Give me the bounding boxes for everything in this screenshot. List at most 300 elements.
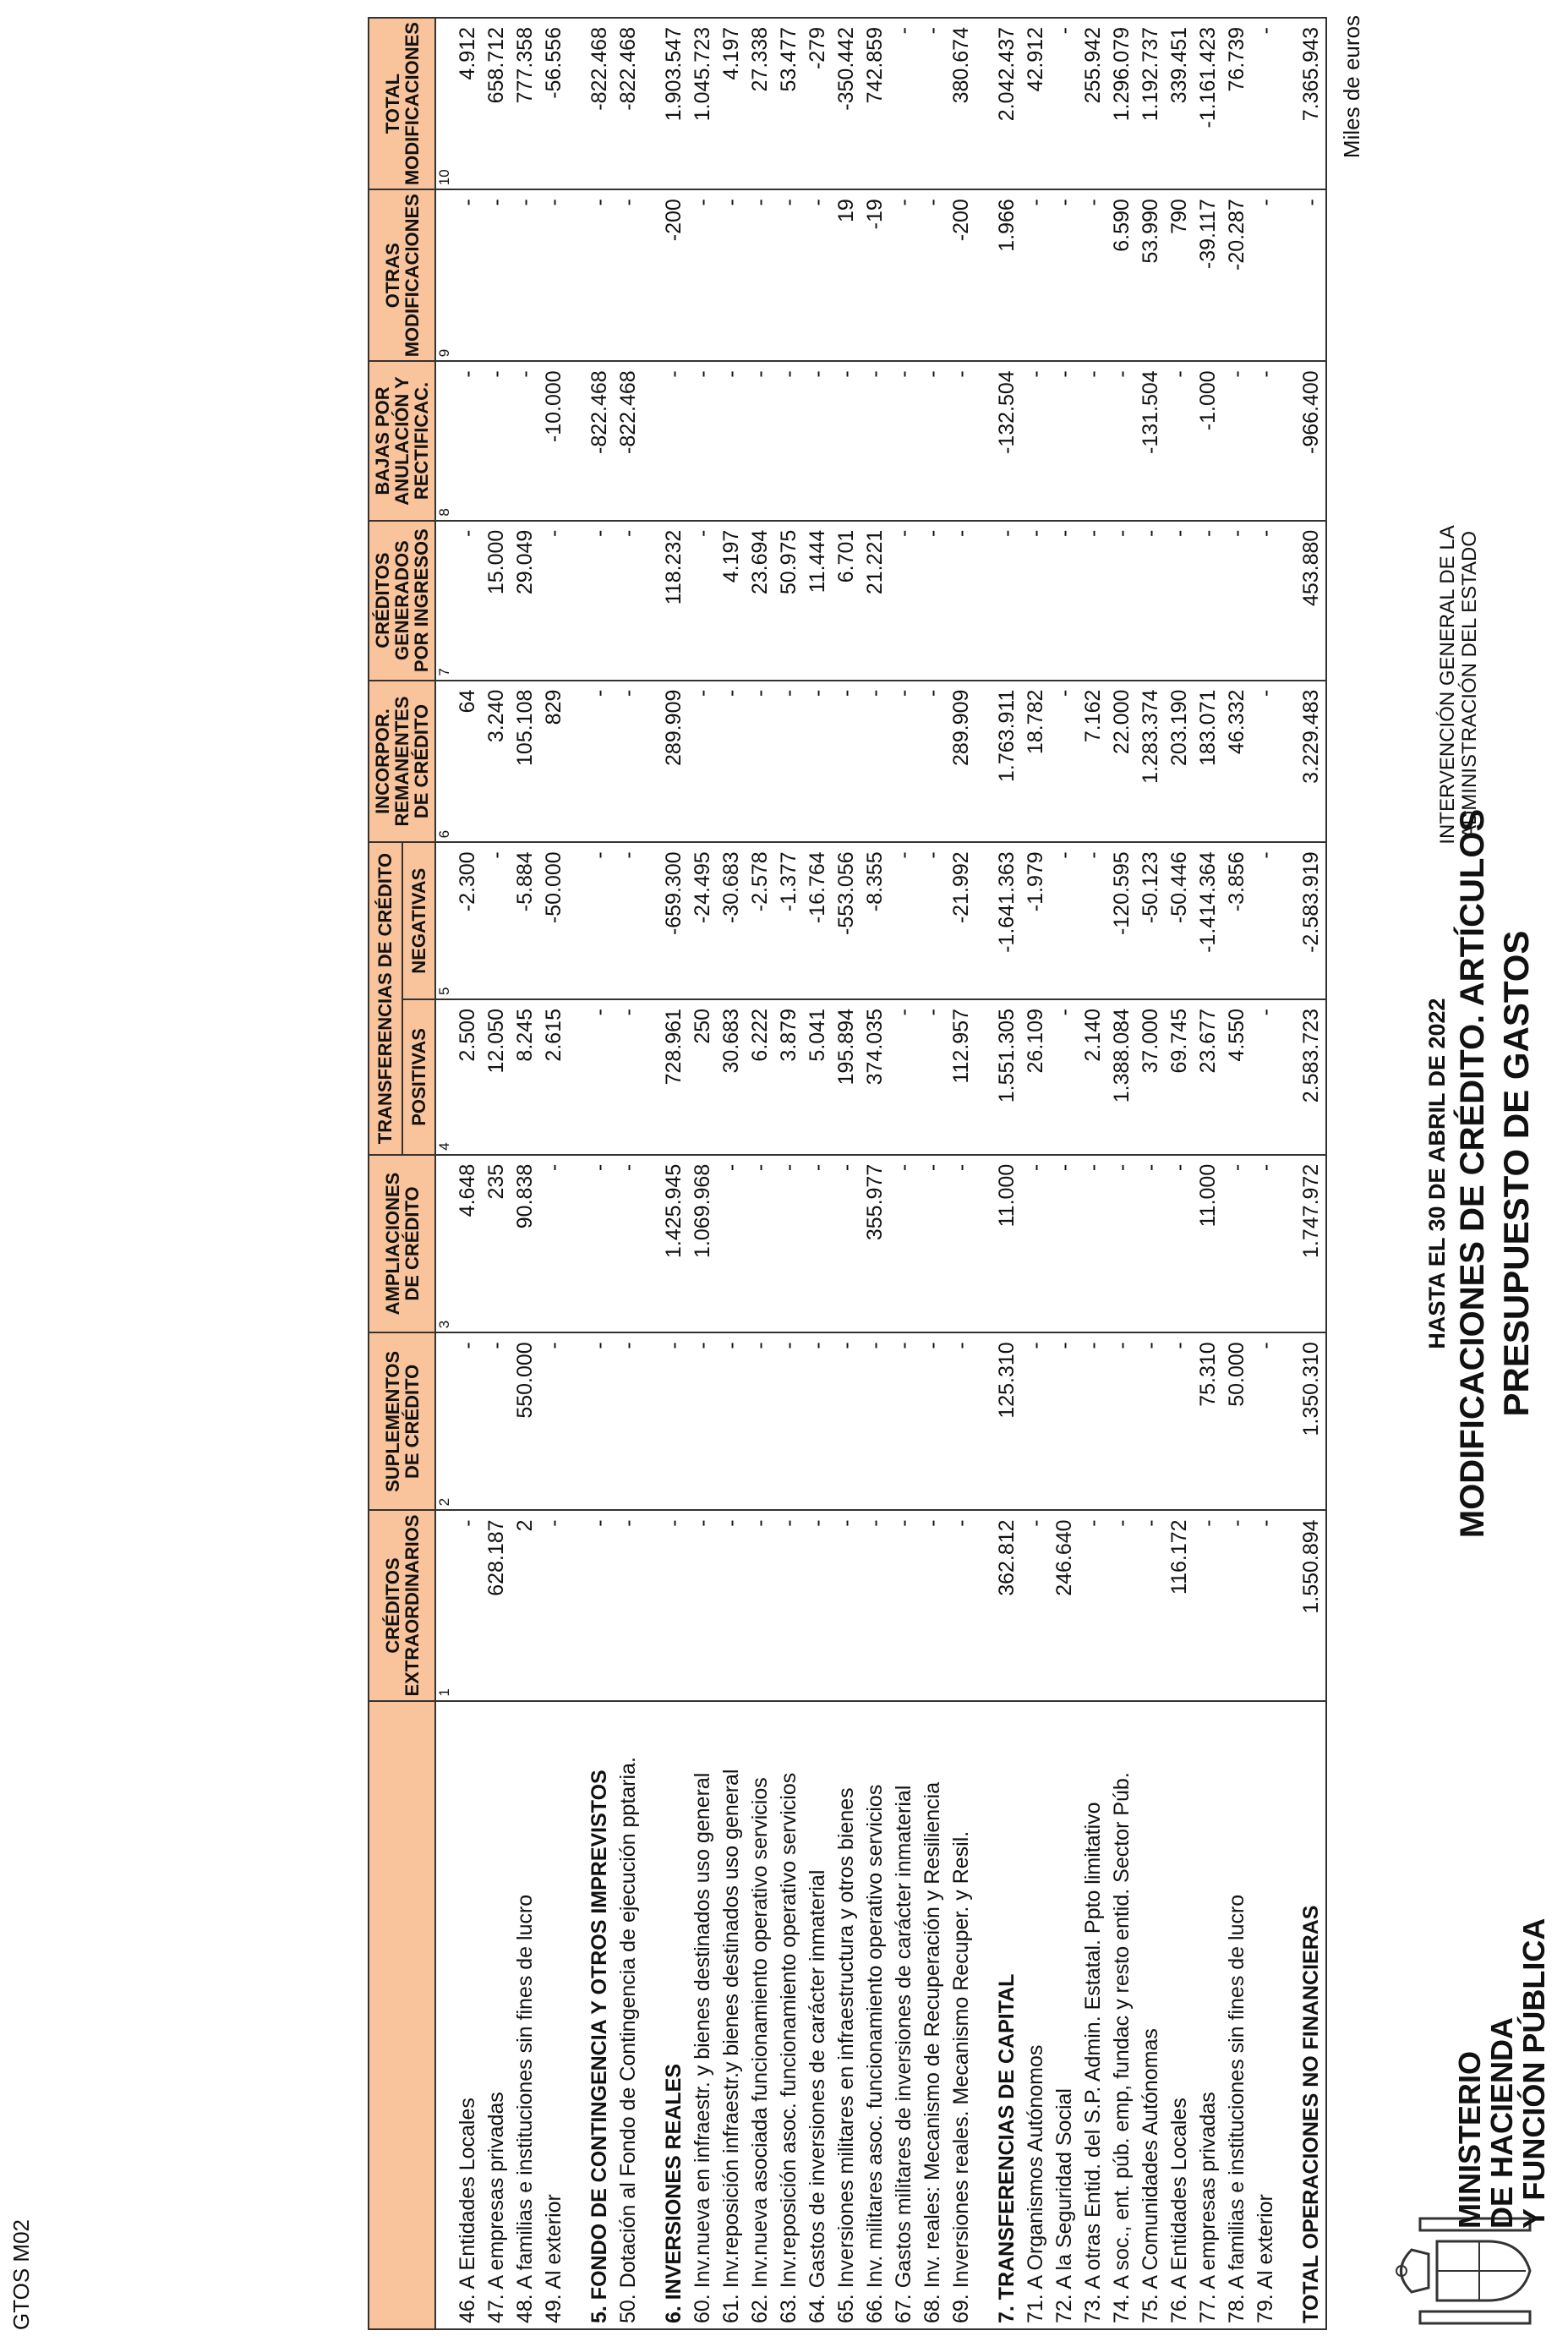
header-otras: OTRAS MODIFICACIONES [369,189,435,361]
value-cell: - [889,1332,918,1510]
value-cell: -822.468 [614,18,642,189]
spacer-cell [975,681,992,843]
spacer-cell [975,521,992,681]
value-cell: 29.049 [511,521,539,681]
column-index: 9 [435,189,453,361]
value-cell: - [1165,1155,1194,1333]
value-cell: - [585,681,614,843]
spacer-cell [642,1332,659,1510]
ministry-line-2: DE HACIENDA [1484,2016,1519,2229]
row-label: 50. Dotación al Fondo de Contingencia de ejecución pptaria. [614,1701,642,2329]
value-cell: -24.495 [688,842,717,999]
spacer-cell [1280,681,1297,843]
value-cell: - [717,1155,746,1333]
value-cell: - [1107,361,1136,520]
value-cell: - [1107,1332,1136,1510]
value-cell: -50.000 [539,842,568,999]
spacer-cell [975,1332,992,1510]
value-cell: - [614,842,642,999]
value-cell: 1.069.968 [688,1155,717,1333]
value-cell: 50.975 [774,521,803,681]
value-cell: - [1222,1155,1251,1333]
value-cell: - [614,1155,642,1333]
row-label: 64. Gastos de inversiones de carácter inmaterial [803,1701,832,2329]
value-cell: -1.979 [1021,842,1050,999]
row-label: 7. TRANSFERENCIAS DE CAPITAL [992,1701,1021,2329]
spacer-cell [642,521,659,681]
value-cell: - [1297,189,1326,361]
value-cell: 1.551.305 [992,999,1021,1155]
value-cell: 116.172 [1165,1510,1194,1700]
value-cell: - [453,521,482,681]
value-cell: 2.140 [1079,999,1107,1155]
value-cell: - [1136,521,1165,681]
value-cell: -350.442 [832,18,860,189]
spacer-cell [568,521,585,681]
value-cell: - [803,1332,832,1510]
value-cell: -279 [803,18,832,189]
value-cell: 362.812 [992,1510,1021,1700]
spacer-cell [1280,521,1297,681]
value-cell: - [1050,1332,1079,1510]
value-cell: 183.071 [1194,681,1222,843]
value-cell: 76.739 [1222,18,1251,189]
column-index: 6 [435,681,453,843]
table-row [1251,18,1280,2329]
row-label: 76. A Entidades Locales [1165,1701,1194,2329]
spacer-cell [1280,999,1297,1155]
value-cell: 777.358 [511,18,539,189]
row-label: 67. Gastos militares de inversiones de carácter inmaterial [889,1701,918,2329]
value-cell: - [1251,18,1280,189]
value-cell: - [746,361,774,520]
value-cell: 289.909 [947,681,975,843]
value-cell: - [992,521,1021,681]
value-cell: 1.283.374 [1136,681,1165,843]
header-suplementos: SUPLEMENTOS DE CRÉDITO [369,1332,435,1510]
value-cell: - [659,1510,688,1700]
row-label: 66. Inv. militares asoc. funcionamiento operativo servicios [860,1701,889,2329]
header-bajas: BAJAS POR ANULACIÓN Y RECTIFICAC. [369,361,435,520]
row-label: 72. A la Seguridad Social [1050,1701,1079,2329]
column-index: 10 [435,18,453,189]
value-cell: - [1251,189,1280,361]
row-label: 71. A Organismos Autónomos [1021,1701,1050,2329]
value-cell: - [947,1510,975,1700]
value-cell: 46.332 [1222,681,1251,843]
value-cell: - [860,681,889,843]
value-cell: - [918,681,947,843]
table-row [1107,18,1136,2329]
spacer-row [642,18,659,2329]
value-cell: - [1050,189,1079,361]
value-cell: 289.909 [659,681,688,843]
value-cell: - [1194,521,1222,681]
value-cell: - [539,189,568,361]
spacer-cell [568,18,585,189]
table-row [539,18,568,2329]
value-cell: - [614,681,642,843]
table-row [918,18,947,2329]
value-cell: 90.838 [511,1155,539,1333]
value-cell: - [1194,1510,1222,1700]
value-cell: - [585,1332,614,1510]
value-cell: 453.880 [1297,521,1326,681]
value-cell: 27.338 [746,18,774,189]
spacer-cell [568,842,585,999]
header-negativas: NEGATIVAS [402,842,436,999]
value-cell: - [746,1510,774,1700]
value-cell: 1.747.972 [1297,1155,1326,1333]
value-cell: - [1251,1155,1280,1333]
value-cell: 125.310 [992,1332,1021,1510]
value-cell: - [585,1155,614,1333]
value-cell: 75.310 [1194,1332,1222,1510]
value-cell: 355.977 [860,1155,889,1333]
value-cell: - [614,1510,642,1700]
column-index: 1 [435,1510,453,1700]
spacer-row [568,18,585,2329]
spacer-cell [568,1332,585,1510]
value-cell: -1.000 [1194,361,1222,520]
value-cell: 118.232 [659,521,688,681]
value-cell: - [1021,1510,1050,1700]
value-cell: 53.477 [774,18,803,189]
value-cell: - [1136,1510,1165,1700]
value-cell: 23.694 [746,521,774,681]
value-cell: -8.355 [860,842,889,999]
table-row [1165,18,1194,2329]
value-cell: - [688,361,717,520]
value-cell: -19 [860,189,889,361]
value-cell: -10.000 [539,361,568,520]
value-cell: - [585,189,614,361]
spacer-cell [642,1155,659,1333]
value-cell: 1.763.911 [992,681,1021,843]
value-cell: - [1079,189,1107,361]
value-cell: - [1079,361,1107,520]
value-cell: - [889,1510,918,1700]
value-cell: - [1222,1510,1251,1700]
value-cell: 4.912 [453,18,482,189]
table-row [889,18,918,2329]
value-cell: - [889,1155,918,1333]
value-cell: 8.245 [511,999,539,1155]
row-label: 6. INVERSIONES REALES [659,1701,688,2329]
row-label: 60. Inv.nueva en infraestr. y bienes destinados uso general [688,1701,717,2329]
value-cell: 550.000 [511,1332,539,1510]
value-cell: - [1021,1155,1050,1333]
value-cell: - [1107,1510,1136,1700]
spacer-cell [642,361,659,520]
value-cell: 255.942 [1079,18,1107,189]
spacer-cell [975,1155,992,1333]
value-cell: - [688,521,717,681]
value-cell: - [918,1510,947,1700]
value-cell: - [947,521,975,681]
value-cell: - [774,1155,803,1333]
value-cell: - [1165,361,1194,520]
value-cell: - [1251,681,1280,843]
value-cell: 105.108 [511,681,539,843]
row-label: 49. Al exterior [539,1701,568,2329]
value-cell: - [1021,1332,1050,1510]
value-cell: - [918,842,947,999]
value-cell: 2.500 [453,999,482,1155]
value-cell: -966.400 [1297,361,1326,520]
value-cell: -131.504 [1136,361,1165,520]
value-cell: 4.197 [717,18,746,189]
table-row [659,18,688,2329]
row-label: 68. Inv. reales: Mecanismo de Recuperación y Resiliencia [918,1701,947,2329]
value-cell: -39.117 [1194,189,1222,361]
index-blank [435,1701,453,2329]
value-cell: 50.000 [1222,1332,1251,1510]
value-cell: -21.992 [947,842,975,999]
value-cell: 380.674 [947,18,975,189]
table-row [482,18,511,2329]
value-cell: 18.782 [1021,681,1050,843]
value-cell: 1.350.310 [1297,1332,1326,1510]
value-cell: 829 [539,681,568,843]
spacer-cell [975,361,992,520]
footer-code: GTOS M02 [8,2218,34,2330]
value-cell: - [947,1332,975,1510]
value-cell: 15.000 [482,521,511,681]
table-row [803,18,832,2329]
page-subtitle: MODIFICACIONES DE CRÉDITO. ARTÍCULOS [1454,808,1491,1539]
value-cell: -56.556 [539,18,568,189]
value-cell: - [918,1332,947,1510]
value-cell: - [803,361,832,520]
value-cell: 23.677 [1194,999,1222,1155]
table-row [1297,18,1326,2329]
spacer-cell [568,1510,585,1700]
row-label: 61. Inv.reposición infraestr.y bienes destinados uso general [717,1701,746,2329]
value-cell: 11.000 [992,1155,1021,1333]
value-cell: 374.035 [860,999,889,1155]
value-cell: -3.856 [1222,842,1251,999]
value-cell: 7.365.943 [1297,18,1326,189]
value-cell: - [1079,1332,1107,1510]
value-cell: - [947,1155,975,1333]
value-cell: - [1050,681,1079,843]
row-label: 69. Inversiones reales. Mecanismo Recuper. y Resil. [947,1701,975,2329]
value-cell: -200 [947,189,975,361]
value-cell: - [918,999,947,1155]
table-row [585,18,614,2329]
value-cell: - [482,1332,511,1510]
value-cell: 19 [832,189,860,361]
spacer-cell [642,1510,659,1700]
value-cell: - [585,842,614,999]
value-cell: - [889,521,918,681]
value-cell: - [918,189,947,361]
value-cell: - [1165,1332,1194,1510]
value-cell: - [918,521,947,681]
value-cell: - [746,1155,774,1333]
value-cell: 4.197 [717,521,746,681]
value-cell: - [614,189,642,361]
value-cell: -2.300 [453,842,482,999]
value-cell: 21.221 [860,521,889,681]
spacer-cell [568,999,585,1155]
value-cell: 4.648 [453,1155,482,1333]
value-cell: - [746,681,774,843]
value-cell: - [947,361,975,520]
value-cell: - [1251,361,1280,520]
spacer-cell [1280,18,1297,189]
value-cell: - [688,189,717,361]
value-cell: - [1050,1155,1079,1333]
value-cell: - [774,361,803,520]
header-total: TOTAL MODIFICACIONES [369,18,435,189]
row-label: 63. Inv.reposición asoc. funcionamiento operativo servicios [774,1701,803,2329]
value-cell: 53.990 [1136,189,1165,361]
value-cell: - [1021,521,1050,681]
value-cell: - [539,521,568,681]
spacer-cell [1280,1155,1297,1333]
row-label: 73. A otras Entid. del S.P. Admin. Estatal. Ppto limitativo [1079,1701,1107,2329]
value-cell: - [774,189,803,361]
value-cell: 246.640 [1050,1510,1079,1700]
spacer-cell [642,681,659,843]
value-cell: 6.701 [832,521,860,681]
value-cell: - [453,1510,482,1700]
table-row [453,18,482,2329]
spacer-cell [1280,1332,1297,1510]
value-cell: - [453,189,482,361]
column-index: 4 [435,999,453,1155]
value-cell: - [746,189,774,361]
value-cell: - [1079,1155,1107,1333]
value-cell: - [453,361,482,520]
value-cell: - [803,1510,832,1700]
value-cell: -822.468 [585,361,614,520]
value-cell: 1.296.079 [1107,18,1136,189]
value-cell: 3.879 [774,999,803,1155]
table-row [688,18,717,2329]
value-cell: - [688,1510,717,1700]
value-cell: 235 [482,1155,511,1333]
value-cell: 26.109 [1021,999,1050,1155]
value-cell: - [539,1155,568,1333]
value-cell: -2.583.919 [1297,842,1326,999]
value-cell: - [659,1332,688,1510]
value-cell: - [1050,521,1079,681]
value-cell: - [860,1332,889,1510]
spacer-cell [975,1510,992,1700]
spacer-cell [1280,189,1297,361]
value-cell: 30.683 [717,999,746,1155]
value-cell: 2.583.723 [1297,999,1326,1155]
table-row [1222,18,1251,2329]
header-transferencias: TRANSFERENCIAS DE CRÉDITO [369,842,402,1154]
table-row [1194,18,1222,2329]
modifications-table [368,17,1327,2330]
value-cell: -1.161.423 [1194,18,1222,189]
spacer-cell [975,1701,992,2329]
value-cell: - [1251,999,1280,1155]
value-cell: - [803,1155,832,1333]
value-cell: - [860,361,889,520]
value-cell: 2 [511,1510,539,1700]
value-cell: 69.745 [1165,999,1194,1155]
value-cell: 1.388.084 [1107,999,1136,1155]
spacer-cell [1280,1510,1297,1700]
row-label: 74. A soc., ent. púb. emp, fundac y resto entid. Sector Púb. [1107,1701,1136,2329]
value-cell: 203.190 [1165,681,1194,843]
column-index: 5 [435,842,453,999]
value-cell: - [1251,521,1280,681]
value-cell: -553.056 [832,842,860,999]
header-concept [369,1701,435,2329]
value-cell: - [832,361,860,520]
column-index: 3 [435,1155,453,1333]
value-cell: - [889,189,918,361]
value-cell: -132.504 [992,361,1021,520]
column-index-row [435,18,453,2329]
value-cell: 339.451 [1165,18,1194,189]
value-cell: - [453,1332,482,1510]
column-index: 8 [435,361,453,520]
row-label: 77. A empresas privadas [1194,1701,1222,2329]
value-cell: - [889,999,918,1155]
value-cell: 22.000 [1107,681,1136,843]
value-cell: 64 [453,681,482,843]
ministry-line-3: Y FUNCIÓN PÚBLICA [1516,1918,1551,2229]
value-cell: 1.966 [992,189,1021,361]
value-cell: - [1107,1155,1136,1333]
value-cell: - [717,189,746,361]
spacer-cell [975,189,992,361]
value-cell: - [659,361,688,520]
value-cell: -30.683 [717,842,746,999]
value-cell: - [832,1155,860,1333]
table-row [1136,18,1165,2329]
value-cell: - [511,189,539,361]
spacer-cell [975,999,992,1155]
value-cell: 250 [688,999,717,1155]
value-cell: - [1222,521,1251,681]
value-cell: 1.045.723 [688,18,717,189]
value-cell: 728.961 [659,999,688,1155]
header-ampliaciones: AMPLIACIONES DE CRÉDITO [369,1155,435,1333]
value-cell: - [717,1332,746,1510]
value-cell: - [585,1510,614,1700]
page-title: PRESUPUESTO DE GASTOS [1496,930,1536,1417]
value-cell: - [1165,521,1194,681]
value-cell: -50.123 [1136,842,1165,999]
value-cell: -20.287 [1222,189,1251,361]
value-cell: 2.042.437 [992,18,1021,189]
value-cell: - [539,1332,568,1510]
value-cell: -659.300 [659,842,688,999]
row-label: 5. FONDO DE CONTINGENCIA Y OTROS IMPREVISTOS [585,1701,614,2329]
value-cell: - [1107,521,1136,681]
value-cell: -120.595 [1107,842,1136,999]
header-positivas: POSITIVAS [402,999,436,1155]
spacer-cell [568,681,585,843]
value-cell: -1.414.364 [1194,842,1222,999]
ministry-line-1: MINISTERIO [1452,2050,1487,2229]
value-cell: 11.444 [803,521,832,681]
value-cell: - [688,681,717,843]
spacer-cell [1280,361,1297,520]
units-label: Miles de euros [1339,15,1364,159]
value-cell: 37.000 [1136,999,1165,1155]
row-label: 48. A familias e instituciones sin fines de lucro [511,1701,539,2329]
